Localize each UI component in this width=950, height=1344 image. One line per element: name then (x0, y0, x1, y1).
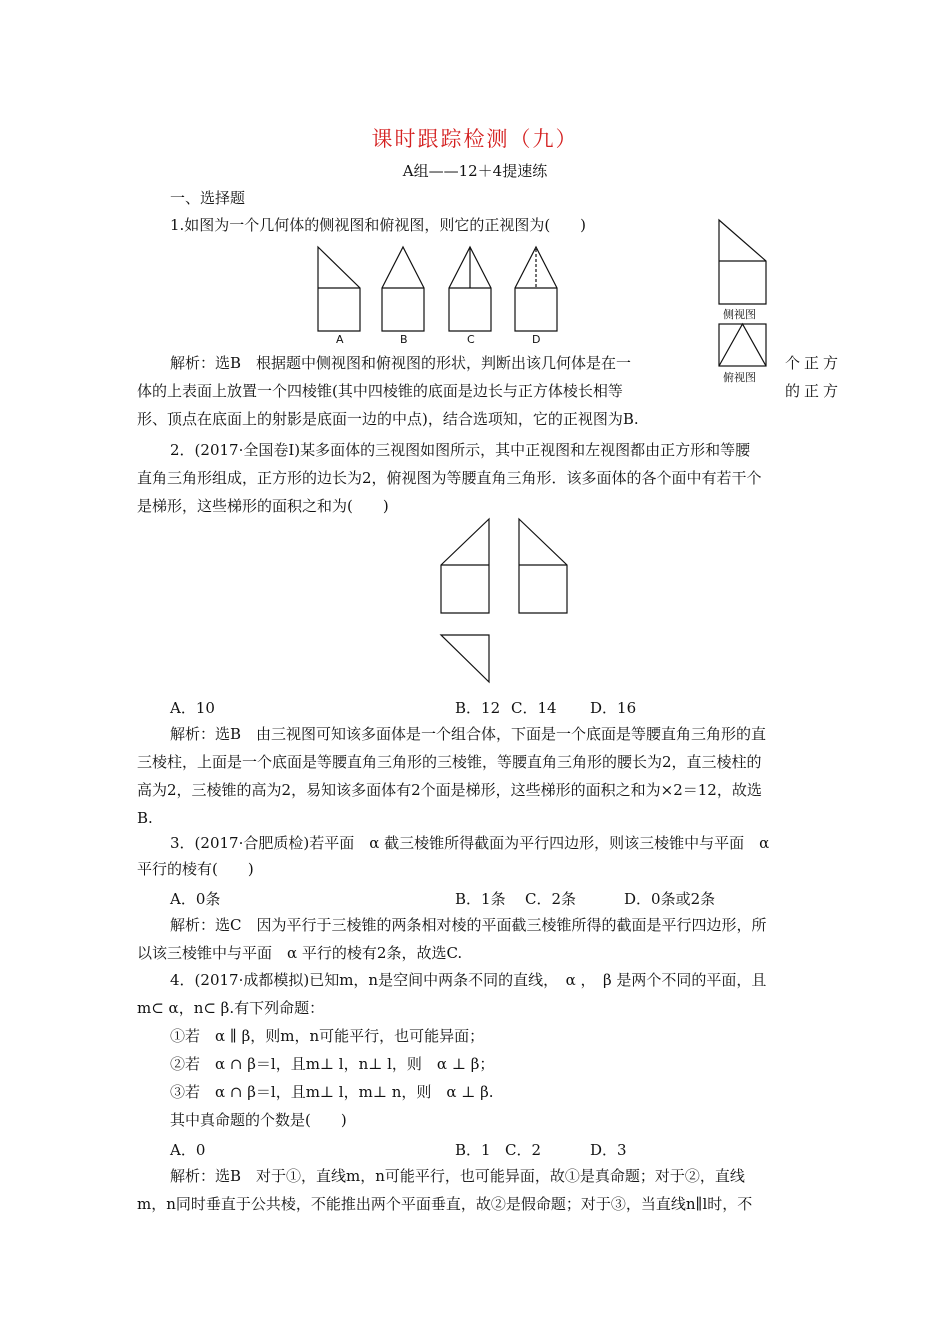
q1-stem: 1.如图为一个几何体的侧视图和俯视图，则它的正视图为( ) (170, 216, 587, 234)
q3-option-b: B．1条 (455, 890, 506, 908)
q3-option-a: A．0条 (170, 890, 221, 908)
page-subtitle: A组——12＋4提速练 (402, 162, 548, 180)
q4-analysis-line-1: 解析：选B 对于①，直线m，n可能平行，也可能异面，故①是真命题；对于②，直线 (170, 1167, 745, 1185)
q4-stem-line-2: m⊂ α，n⊂ β.有下列命题： (137, 999, 325, 1017)
q3-analysis-line-1: 解析：选C 因为平行于三棱锥的两条相对棱的平面截三棱锥所得的截面是平行四边形，所 (170, 916, 767, 934)
choice-label-b: B (400, 333, 408, 346)
q4-option-d: D．3 (590, 1141, 627, 1159)
choice-label-d: D (532, 333, 541, 346)
q4-option-b: B．1 (455, 1141, 491, 1159)
q2-analysis-line-2: 三棱柱，上面是一个底面是等腰直角三角形的三棱锥，等腰直角三角形的腰长为2，直三棱柱的 (137, 753, 762, 771)
q3-option-d: D．0条或2条 (624, 890, 716, 908)
q4-stem-question: 其中真命题的个数是( ) (170, 1111, 347, 1129)
q2-option-b: B．12 (455, 699, 501, 717)
choice-label-c: C (467, 333, 475, 346)
q4-option-a: A．0 (170, 1141, 206, 1159)
q2-analysis-line-3: 高为2，三棱锥的高为2，易知该多面体有2个面是梯形，这些梯形的面积之和为×2＝12，故选 (137, 781, 762, 799)
q2-stem-line-1: 2．(2017·全国卷Ⅰ)某多面体的三视图如图所示，其中正视图和左视图都由正方形和等腰 (170, 441, 751, 459)
q3-analysis-line-2: 以该三棱锥中与平面 α 平行的棱有2条，故选C. (137, 944, 463, 962)
q4-option-c: C．2 (505, 1141, 542, 1159)
q2-option-d: D．16 (590, 699, 637, 717)
q4-proposition-2: ②若 α ∩ β＝l，且m⊥ l，n⊥ l，则 α ⊥ β； (170, 1055, 495, 1073)
q2-analysis-line-1: 解析：选B 由三视图可知该多面体是一个组合体，下面是一个底面是等腰直角三角形的直 (170, 725, 767, 743)
q2-stem-line-3: 是梯形，这些梯形的面积之和为( ) (137, 497, 389, 515)
q2-analysis-line-4: B. (137, 809, 153, 827)
q1-side-view-figure (718, 219, 768, 305)
page-title: 课时跟踪检测（九） (371, 127, 579, 151)
q1-analysis-line-2: 体的上表面上放置一个四棱锥(其中四棱锥的底面是边长与正方体棱长相等 (137, 382, 623, 400)
q4-stem-line-1: 4．(2017·成都模拟)已知m，n是空间中两条不同的直线， α ， β 是两个不同的平面，且 (170, 971, 767, 989)
q1-analysis-line-2b: 的正方 (785, 382, 838, 400)
q4-proposition-3: ③若 α ∩ β＝l，且m⊥ l，m⊥ n，则 α ⊥ β. (170, 1083, 494, 1101)
q2-option-a: A．10 (170, 699, 215, 717)
q1-top-view-figure (718, 323, 768, 367)
section-heading: 一、选择题 (170, 189, 246, 207)
q1-analysis-line-1b: 个正方 (785, 354, 838, 372)
q2-option-c: C．14 (511, 699, 557, 717)
q3-stem-line-2: 平行的棱有( ) (137, 860, 254, 878)
q4-analysis-line-2: m，n同时垂直于公共棱，不能推出两个平面垂直，故②是假命题；对于③，当直线n∥l时，不 (137, 1195, 753, 1213)
choice-label-a: A (336, 333, 344, 346)
q2-three-view-figure (440, 518, 560, 688)
q1-analysis-line-3: 形、顶点在底面上的射影是底面一边的中点)，结合选项知，它的正视图为B. (137, 410, 639, 428)
q1-analysis-line-1: 解析：选B 根据题中侧视图和俯视图的形状，判断出该几何体是在一 (170, 354, 632, 372)
side-view-label: 侧视图 (723, 308, 756, 321)
top-view-label: 俯视图 (723, 371, 756, 384)
q1-choice-figures (310, 243, 570, 345)
q3-option-c: C．2条 (525, 890, 577, 908)
q3-stem-line-1: 3．(2017·合肥质检)若平面 α 截三棱锥所得截面为平行四边形，则该三棱锥中与平面 α (170, 834, 770, 852)
q2-stem-line-2: 直角三角形组成，正方形的边长为2，俯视图为等腰直角三角形．该多面体的各个面中有若干个 (137, 469, 762, 487)
q4-proposition-1: ①若 α ∥ β，则m，n可能平行，也可能异面； (170, 1027, 485, 1045)
